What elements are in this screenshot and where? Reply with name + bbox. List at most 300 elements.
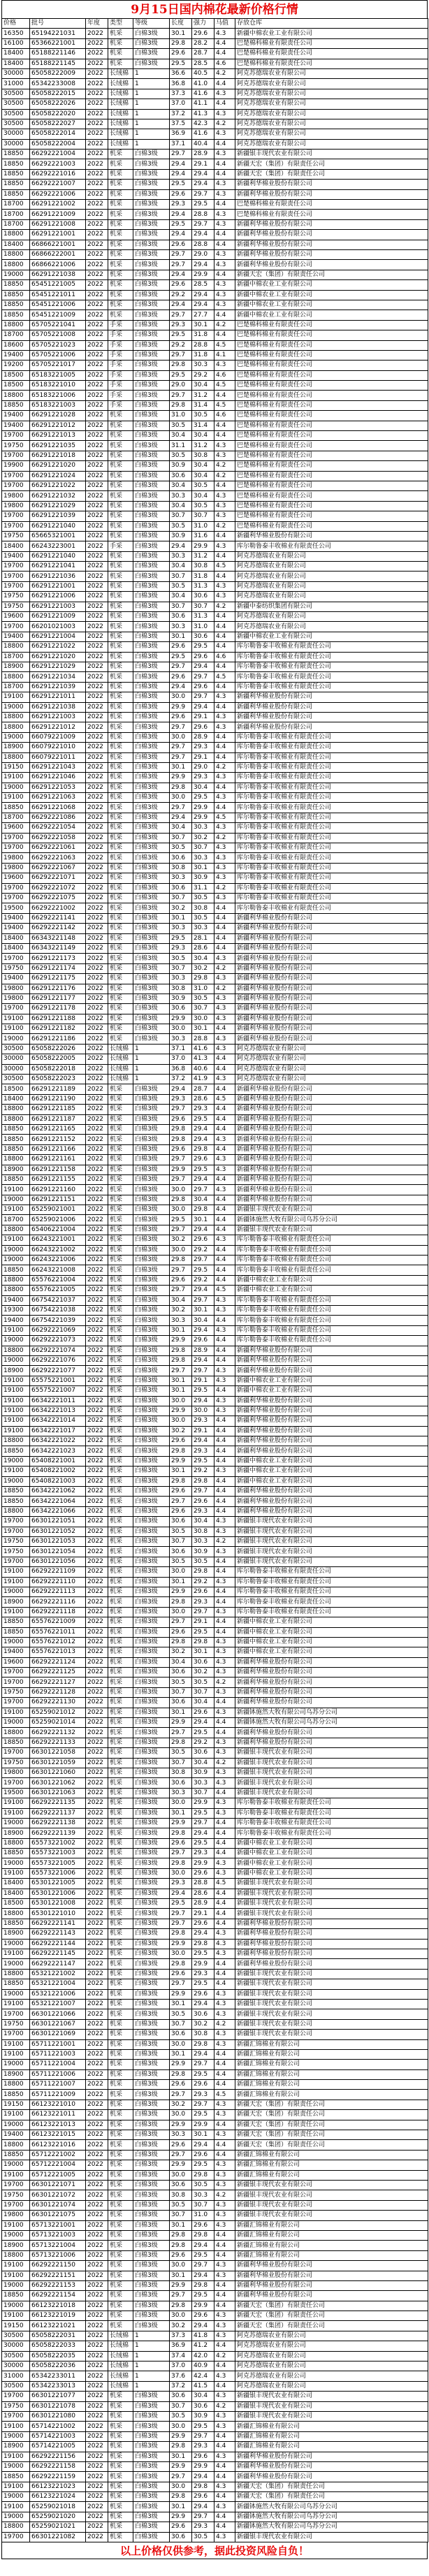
cell-length: 29.6 xyxy=(170,712,192,722)
cell-warehouse: 新疆利华棉业股份有限公司 xyxy=(235,1105,428,1114)
cell-grade: 白棉3级 xyxy=(133,2160,170,2170)
cell-year: 2022 xyxy=(86,2200,108,2210)
cell-batch: 66292221139 xyxy=(30,1828,86,1838)
cell-length: 29.7 xyxy=(170,743,192,752)
cell-type: 机采 xyxy=(108,642,133,652)
cell-warehouse: 阿克苏德瑞农业有限公司 xyxy=(235,551,428,561)
cell-micronaire: 4.4 xyxy=(214,431,235,441)
cell-batch: 65705221006 xyxy=(30,350,86,360)
cell-grade: 白棉3级 xyxy=(133,2180,170,2190)
cell-grade: 白棉3级 xyxy=(133,1758,170,1768)
table-row xyxy=(2,2291,428,2301)
cell-strength: 29.5 xyxy=(192,1386,214,1396)
cell-grade: 白棉3级 xyxy=(133,612,170,622)
cell-warehouse: 新疆利华棉业股份有限公司 xyxy=(235,1155,428,1165)
cell-type: 机采 xyxy=(108,501,133,511)
cell-type: 手采 xyxy=(108,370,133,380)
cell-batch: 65342233011 xyxy=(30,2371,86,2381)
cell-price: 19400 xyxy=(2,421,30,430)
cell-length: 30.0 xyxy=(170,1949,192,1959)
cell-warehouse: 新疆银丰现代农业有限公司 xyxy=(235,1909,428,1919)
cell-length: 30.4 xyxy=(170,481,192,490)
cell-warehouse: 库尔勒鲁泰丰收棉业有限责任公司 xyxy=(235,1577,428,1587)
cell-grade: 白棉3级 xyxy=(133,2030,170,2039)
cell-strength: 29.5 xyxy=(192,1728,214,1738)
cell-grade: 1 xyxy=(133,1075,170,1084)
cell-warehouse: 新疆钵施然大牧有限公司乌苏分公司 xyxy=(235,1718,428,1728)
cell-price: 19700 xyxy=(2,1557,30,1566)
cell-micronaire: 4.4 xyxy=(214,1054,235,1064)
table-row xyxy=(2,1467,428,1476)
cell-batch: 66291221012 xyxy=(30,421,86,430)
cell-year: 2022 xyxy=(86,1144,108,1154)
cell-batch: 65705221017 xyxy=(30,361,86,370)
cell-micronaire: 4.3 xyxy=(214,2180,235,2190)
cell-batch: 66291221043 xyxy=(30,762,86,772)
cell-year: 2022 xyxy=(86,1627,108,1637)
cell-micronaire: 4.3 xyxy=(214,843,235,853)
cell-type: 机采 xyxy=(108,290,133,300)
cell-batch: 66343221148 xyxy=(30,933,86,943)
cell-type: 机采 xyxy=(108,2532,133,2542)
cell-length: 29.6 xyxy=(170,2522,192,2532)
cell-price: 19100 xyxy=(2,2110,30,2120)
table-row xyxy=(2,2452,428,2461)
cell-price: 18900 xyxy=(2,1828,30,1838)
cell-type: 机采 xyxy=(108,1306,133,1316)
cell-year: 2022 xyxy=(86,1758,108,1768)
table-row xyxy=(2,249,428,259)
cell-warehouse: 新疆银丰现代农业有限公司 xyxy=(235,1748,428,1758)
cell-micronaire: 4.3 xyxy=(214,2371,235,2381)
cell-year: 2022 xyxy=(86,2301,108,2311)
cell-warehouse: 库尔勒鲁泰丰收棉业有限责任公司 xyxy=(235,773,428,783)
cell-type: 机采 xyxy=(108,793,133,803)
cell-year: 2022 xyxy=(86,602,108,611)
cell-micronaire: 4.4 xyxy=(214,1105,235,1114)
cell-grade: 白棉3级 xyxy=(133,491,170,501)
cell-strength: 31.2 xyxy=(192,391,214,400)
cell-type: 机采 xyxy=(108,632,133,641)
cell-price: 18400 xyxy=(2,1879,30,1889)
cell-strength: 30.6 xyxy=(192,1748,214,1758)
cell-strength: 30.5 xyxy=(192,2532,214,2542)
cell-type: 机采 xyxy=(108,1174,133,1184)
cell-warehouse: 新疆中棉农业工业有限公司 xyxy=(235,300,428,310)
cell-batch: 65573221006 xyxy=(30,1868,86,1878)
cell-micronaire: 4.4 xyxy=(214,2250,235,2260)
cell-length: 29.5 xyxy=(170,1215,192,1225)
cell-warehouse: 新疆银丰现代农业有限公司 xyxy=(235,2411,428,2421)
cell-micronaire: 4.4 xyxy=(214,1788,235,1798)
cell-length: 29.9 xyxy=(170,2120,192,2130)
cell-price: 30500 xyxy=(2,2351,30,2361)
cell-micronaire: 4.3 xyxy=(214,1406,235,1416)
cell-price: 19800 xyxy=(2,501,30,511)
cell-type: 机采 xyxy=(108,2321,133,2331)
cell-grade: 白棉3级 xyxy=(133,521,170,531)
cell-micronaire: 4.4 xyxy=(214,230,235,240)
cell-micronaire: 4.4 xyxy=(214,1215,235,1225)
cell-type: 机采 xyxy=(108,1114,133,1124)
cell-length: 30.0 xyxy=(170,2261,192,2271)
cell-price: 19000 xyxy=(2,1637,30,1647)
cell-grade: 白棉3级 xyxy=(133,531,170,541)
cell-type: 机采 xyxy=(108,2280,133,2290)
cell-batch: 66342221062 xyxy=(30,1487,86,1497)
cell-batch: 66291221009 xyxy=(30,210,86,219)
cell-price: 18850 xyxy=(2,2291,30,2301)
cell-micronaire: 4.2 xyxy=(214,471,235,481)
cell-warehouse: 库尔勒鲁泰丰收棉业有限责任公司 xyxy=(235,1336,428,1346)
cell-warehouse: 库尔勒鲁泰丰收棉业有限责任公司 xyxy=(235,662,428,672)
cell-grade: 白棉3级 xyxy=(133,1386,170,1396)
cell-length: 29.7 xyxy=(170,391,192,400)
cell-price: 18400 xyxy=(2,59,30,68)
cell-grade: 白棉3级 xyxy=(133,1969,170,1979)
cell-year: 2022 xyxy=(86,270,108,279)
table-row xyxy=(2,642,428,652)
header-batch: 批号 xyxy=(30,19,86,29)
cell-type: 机采 xyxy=(108,1316,133,1325)
cell-strength: 41.6 xyxy=(192,129,214,139)
cell-year: 2022 xyxy=(86,1728,108,1738)
cell-type: 机采 xyxy=(108,722,133,732)
table-row xyxy=(2,793,428,803)
cell-grade: 白棉3级 xyxy=(133,1687,170,1697)
cell-micronaire: 4.3 xyxy=(214,129,235,139)
cell-type: 机采 xyxy=(108,1969,133,1979)
cell-year: 2022 xyxy=(86,159,108,169)
cell-year: 2022 xyxy=(86,230,108,240)
cell-year: 2022 xyxy=(86,2381,108,2391)
cell-strength: 29.4 xyxy=(192,662,214,672)
cell-price: 19700 xyxy=(2,511,30,521)
cell-type: 机采 xyxy=(108,2069,133,2079)
cell-price: 19000 xyxy=(2,1034,30,1044)
cell-strength: 28.6 xyxy=(192,1094,214,1104)
cell-year: 2022 xyxy=(86,1467,108,1476)
cell-warehouse: 新疆利华棉业股份有限公司 xyxy=(235,1355,428,1365)
cell-length: 30.0 xyxy=(170,1185,192,1195)
cell-grade: 白棉3级 xyxy=(133,1456,170,1466)
cell-price: 19700 xyxy=(2,572,30,581)
cell-micronaire: 4.3 xyxy=(214,2261,235,2271)
cell-price: 30500 xyxy=(2,1075,30,1084)
cell-price: 19700 xyxy=(2,1698,30,1708)
cell-year: 2022 xyxy=(86,1476,108,1486)
cell-grade: 白棉3级 xyxy=(133,1979,170,1989)
cell-warehouse: 巴楚棉科棉业有限责任公司 xyxy=(235,330,428,340)
cell-strength: 30.4 xyxy=(192,2392,214,2401)
cell-strength: 30.1 xyxy=(192,320,214,330)
cell-year: 2022 xyxy=(86,2452,108,2461)
cell-micronaire: 4.2 xyxy=(214,2019,235,2029)
cell-micronaire: 4.2 xyxy=(214,883,235,893)
cell-micronaire: 4.4 xyxy=(214,79,235,89)
cell-year: 2022 xyxy=(86,2280,108,2290)
cell-type: 机采 xyxy=(108,260,133,270)
cell-warehouse: 新疆利华棉业股份有限公司 xyxy=(235,924,428,933)
cell-year: 2022 xyxy=(86,2392,108,2401)
cell-price: 18500 xyxy=(2,370,30,380)
cell-batch: 65714221002 xyxy=(30,2422,86,2431)
cell-batch: 66292221054 xyxy=(30,823,86,833)
cell-batch: 65712221005 xyxy=(30,2170,86,2180)
cell-type: 机采 xyxy=(108,2030,133,2039)
cell-price: 18900 xyxy=(2,2442,30,2452)
cell-year: 2022 xyxy=(86,1678,108,1687)
cell-strength: 29.4 xyxy=(192,1396,214,1406)
cell-warehouse: 新疆天宏（集团）有限责任公司 xyxy=(235,169,428,179)
cell-warehouse: 新疆利华棉业股份有限公司 xyxy=(235,2472,428,2482)
cell-price: 19700 xyxy=(2,843,30,853)
table-row xyxy=(2,1355,428,1365)
cell-strength: 31.0 xyxy=(192,984,214,994)
cell-length: 36.8 xyxy=(170,79,192,89)
cell-warehouse: 新疆利华棉业股份有限公司 xyxy=(235,230,428,240)
cell-micronaire: 4.3 xyxy=(214,581,235,591)
cell-length: 29.8 xyxy=(170,2492,192,2502)
cell-batch: 66291221186 xyxy=(30,1034,86,1044)
cell-batch: 65058222004 xyxy=(30,139,86,149)
cell-grade: 白棉3级 xyxy=(133,1778,170,1788)
cell-grade: 白棉3级 xyxy=(133,411,170,421)
cell-grade: 白棉3级 xyxy=(133,2291,170,2301)
cell-micronaire: 4.3 xyxy=(214,1607,235,1617)
table-row xyxy=(2,391,428,400)
cell-batch: 66291221001 xyxy=(30,230,86,240)
cell-grade: 白棉3级 xyxy=(133,541,170,551)
cell-price: 18850 xyxy=(2,1135,30,1144)
table-row xyxy=(2,1627,428,1637)
cell-type: 手采 xyxy=(108,320,133,330)
cell-warehouse: 新疆银丰现代农业有限公司 xyxy=(235,150,428,159)
table-row xyxy=(2,501,428,511)
cell-warehouse: 新疆银丰现代农业有限公司 xyxy=(235,2401,428,2411)
cell-batch: 65259021020 xyxy=(30,2512,86,2522)
cell-price: 19100 xyxy=(2,1014,30,1024)
cell-batch: 65576221009 xyxy=(30,1617,86,1627)
table-row xyxy=(2,1105,428,1114)
price-table xyxy=(1,18,428,2542)
cell-grade: 白棉3级 xyxy=(133,1165,170,1174)
cell-strength: 29.1 xyxy=(192,752,214,762)
cell-price: 19100 xyxy=(2,1386,30,1396)
table-row xyxy=(2,954,428,963)
cell-grade: 白棉3级 xyxy=(133,451,170,460)
cell-year: 2022 xyxy=(86,491,108,501)
cell-type: 机采 xyxy=(108,1446,133,1456)
cell-length: 30.3 xyxy=(170,924,192,933)
cell-micronaire: 4.4 xyxy=(214,622,235,632)
cell-micronaire: 4.4 xyxy=(214,1617,235,1627)
cell-length: 30.1 xyxy=(170,2271,192,2280)
cell-micronaire: 4.4 xyxy=(214,1587,235,1596)
cell-year: 2022 xyxy=(86,219,108,229)
cell-price: 18800 xyxy=(2,1909,30,1919)
cell-grade: 白棉3级 xyxy=(133,2452,170,2461)
cell-price: 18800 xyxy=(2,1506,30,1516)
cell-warehouse: 巴楚棉科棉业有限责任公司 xyxy=(235,481,428,490)
cell-warehouse: 巴楚棉科棉业有限责任公司 xyxy=(235,361,428,370)
table-row xyxy=(2,1256,428,1265)
cell-micronaire: 4.4 xyxy=(214,933,235,943)
cell-length: 29.6 xyxy=(170,1487,192,1497)
cell-year: 2022 xyxy=(86,99,108,109)
cell-price: 19700 xyxy=(2,471,30,481)
cell-strength: 40.5 xyxy=(192,68,214,78)
cell-batch: 66291221161 xyxy=(30,1155,86,1165)
cell-price: 19100 xyxy=(2,1024,30,1034)
cell-type: 机采 xyxy=(108,2120,133,2130)
cell-grade: 白棉3级 xyxy=(133,1617,170,1627)
cell-price: 19100 xyxy=(2,1325,30,1335)
cell-batch: 66292221003 xyxy=(30,159,86,169)
cell-length: 30.6 xyxy=(170,612,192,622)
cell-year: 2022 xyxy=(86,310,108,320)
cell-warehouse: 新疆天宏（集团）有限责任公司 xyxy=(235,2482,428,2491)
cell-batch: 66291221189 xyxy=(30,1084,86,1094)
cell-micronaire: 4.5 xyxy=(214,1094,235,1104)
cell-warehouse: 巴楚棉科棉业有限责任公司 xyxy=(235,501,428,511)
cell-warehouse: 库尔勒鲁泰丰收棉业有限责任公司 xyxy=(235,793,428,803)
cell-batch: 66866221001 xyxy=(30,240,86,249)
cell-year: 2022 xyxy=(86,1738,108,1747)
cell-price: 18850 xyxy=(2,803,30,813)
cell-micronaire: 4.4 xyxy=(214,1959,235,1969)
cell-micronaire: 4.4 xyxy=(214,1416,235,1426)
cell-strength: 29.7 xyxy=(192,1256,214,1265)
cell-year: 2022 xyxy=(86,793,108,803)
cell-strength: 28.5 xyxy=(192,59,214,68)
cell-year: 2022 xyxy=(86,1919,108,1928)
table-row xyxy=(2,1487,428,1497)
cell-type: 机采 xyxy=(108,169,133,179)
cell-type: 机采 xyxy=(108,1738,133,1747)
cell-micronaire: 4.5 xyxy=(214,400,235,410)
cell-type: 机采 xyxy=(108,38,133,48)
cell-micronaire: 4.4 xyxy=(214,1275,235,1285)
cell-type: 长绒棉 xyxy=(108,2341,133,2351)
table-row xyxy=(2,2200,428,2210)
cell-micronaire: 4.3 xyxy=(214,1647,235,1657)
cell-price: 19000 xyxy=(2,2230,30,2240)
cell-price: 19750 xyxy=(2,2190,30,2200)
cell-type: 长绒棉 xyxy=(108,2371,133,2381)
cell-year: 2022 xyxy=(86,1185,108,1195)
cell-year: 2022 xyxy=(86,1838,108,1848)
cell-price: 18900 xyxy=(2,2241,30,2250)
cell-type: 长绒棉 xyxy=(108,1064,133,1074)
cell-grade: 白棉3级 xyxy=(133,1808,170,1818)
cell-year: 2022 xyxy=(86,1879,108,1889)
cell-batch: 66291221151 xyxy=(30,1195,86,1205)
cell-strength: 30.9 xyxy=(192,2411,214,2421)
cell-grade: 白棉3级 xyxy=(133,2100,170,2109)
cell-grade: 白棉3级 xyxy=(133,150,170,159)
cell-price: 18800 xyxy=(2,2140,30,2150)
cell-type: 机采 xyxy=(108,1416,133,1426)
cell-price: 19100 xyxy=(2,1185,30,1195)
cell-warehouse: 新疆汇锦棉业有限公司 xyxy=(235,2160,428,2170)
cell-warehouse: 新疆银丰现代农业有限公司 xyxy=(235,1989,428,1999)
cell-year: 2022 xyxy=(86,441,108,451)
cell-grade: 白棉3级 xyxy=(133,2140,170,2150)
cell-strength: 30.4 xyxy=(192,1698,214,1708)
cell-price: 19000 xyxy=(2,732,30,742)
cell-type: 机采 xyxy=(108,1225,133,1235)
cell-price: 19750 xyxy=(2,1536,30,1546)
cell-batch: 66342221013 xyxy=(30,1406,86,1416)
cell-length: 29.4 xyxy=(170,270,192,279)
table-row xyxy=(2,1155,428,1165)
cell-type: 机采 xyxy=(108,2431,133,2441)
cell-grade: 1 xyxy=(133,139,170,149)
cell-batch: 65665321001 xyxy=(30,531,86,541)
cell-batch: 65301221005 xyxy=(30,1879,86,1889)
cell-grade: 白棉3级 xyxy=(133,1647,170,1657)
cell-strength: 29.6 xyxy=(192,1708,214,1717)
cell-year: 2022 xyxy=(86,1989,108,1999)
table-row xyxy=(2,1929,428,1939)
cell-grade: 白棉3级 xyxy=(133,1446,170,1456)
cell-year: 2022 xyxy=(86,2049,108,2059)
cell-warehouse: 库尔勒鲁泰丰收棉业有限责任公司 xyxy=(235,1235,428,1245)
table-row xyxy=(2,1195,428,1205)
cell-grade: 白棉3级 xyxy=(133,943,170,953)
cell-year: 2022 xyxy=(86,2009,108,2019)
cell-micronaire: 4.4 xyxy=(214,572,235,581)
cell-price: 19100 xyxy=(2,1999,30,2009)
cell-length: 30.1 xyxy=(170,1376,192,1385)
table-row xyxy=(2,1174,428,1184)
cell-length: 29.8 xyxy=(170,2230,192,2240)
cell-strength: 29.5 xyxy=(192,2110,214,2120)
table-row xyxy=(2,1436,428,1446)
cell-price: 18700 xyxy=(2,1215,30,1225)
cell-length: 30.1 xyxy=(170,2049,192,2059)
cell-micronaire: 4.4 xyxy=(214,1838,235,1848)
cell-strength: 30.5 xyxy=(192,913,214,923)
table-row xyxy=(2,2211,428,2220)
cell-length: 30.5 xyxy=(170,843,192,853)
cell-price: 19600 xyxy=(2,873,30,883)
cell-strength: 29.1 xyxy=(192,1426,214,1436)
cell-micronaire: 4.3 xyxy=(214,210,235,219)
cell-warehouse: 库尔勒鲁泰丰收棉业有限责任公司 xyxy=(235,893,428,903)
cell-type: 机采 xyxy=(108,1124,133,1134)
cell-batch: 65321221006 xyxy=(30,1989,86,1999)
cell-type: 机采 xyxy=(108,2110,133,2120)
table-row xyxy=(2,2472,428,2482)
table-row xyxy=(2,732,428,742)
cell-year: 2022 xyxy=(86,260,108,270)
cell-micronaire: 4.5 xyxy=(214,340,235,350)
cell-year: 2022 xyxy=(86,1527,108,1536)
cell-price: 19100 xyxy=(2,1949,30,1959)
cell-micronaire: 4.4 xyxy=(214,1316,235,1325)
cell-type: 机采 xyxy=(108,1295,133,1305)
cell-type: 机采 xyxy=(108,200,133,210)
table-row xyxy=(2,29,428,38)
cell-length: 37.2 xyxy=(170,1075,192,1084)
cell-warehouse: 新疆银丰现代农业有限公司 xyxy=(235,1758,428,1768)
cell-grade: 白棉3级 xyxy=(133,873,170,883)
table-row xyxy=(2,2492,428,2502)
cell-price: 19600 xyxy=(2,612,30,622)
cell-year: 2022 xyxy=(86,1346,108,1355)
